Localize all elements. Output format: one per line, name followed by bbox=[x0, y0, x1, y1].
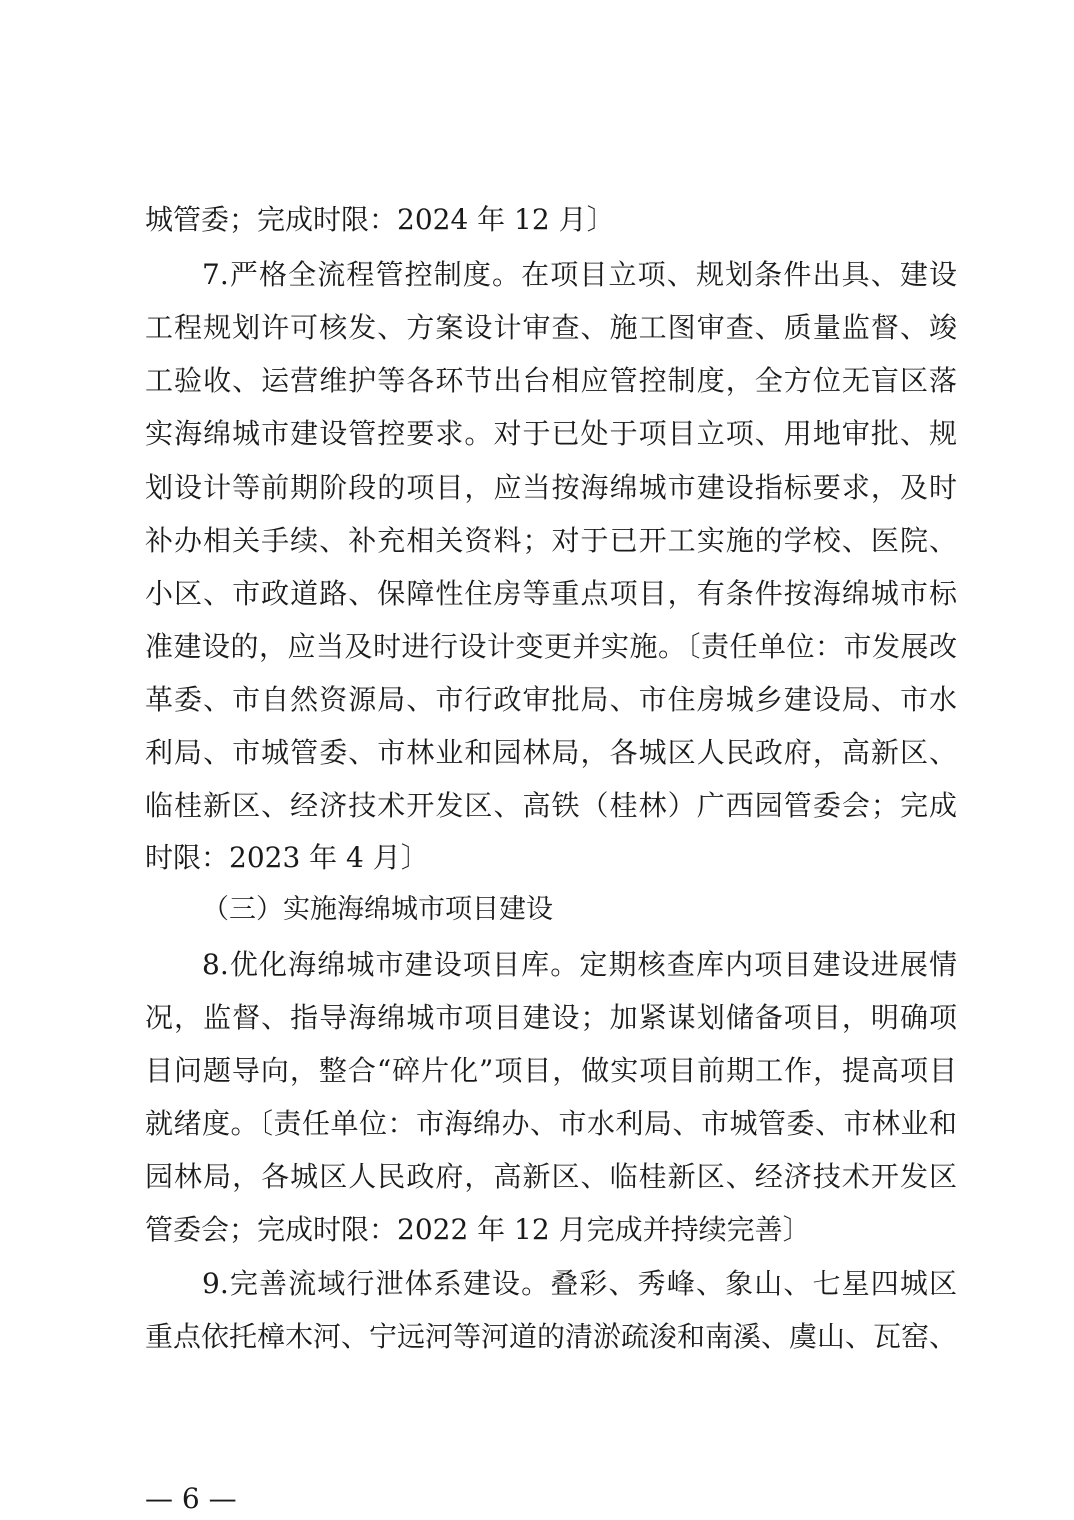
text-line: 划设计等前期阶段的项目，应当按海绵城市建设指标要求，及时 bbox=[145, 471, 957, 504]
text-line: 重点依托樟木河、宁远河等河道的清淤疏浚和南溪、虞山、瓦窑、 bbox=[145, 1320, 958, 1353]
text-line: 工程规划许可核发、方案设计审查、施工图审查、质量监督、竣 bbox=[145, 311, 957, 344]
text-line: 实海绵城市建设管控要求。对于已处于项目立项、用地审批、规 bbox=[145, 417, 957, 450]
text-line: 9.完善流域行泄体系建设。叠彩、秀峰、象山、七星四城区 bbox=[202, 1267, 957, 1300]
page-number: — 6 — bbox=[145, 1482, 237, 1515]
text-line: 管委会；完成时限：2022 年 12 月完成并持续完善〕 bbox=[145, 1213, 811, 1246]
section-heading: （三）实施海绵城市项目建设 bbox=[202, 894, 553, 925]
text-line: 工验收、运营维护等各环节出台相应管控制度，全方位无盲区落 bbox=[145, 364, 957, 397]
text-line: 准建设的，应当及时进行设计变更并实施。〔责任单位：市发展改 bbox=[145, 630, 957, 663]
text-line: 城管委；完成时限：2024 年 12 月〕 bbox=[145, 203, 615, 236]
text-line: 补办相关手续、补充相关资料；对于已开工实施的学校、医院、 bbox=[145, 524, 957, 557]
text-line: 目问题导向，整合“碎片化”项目，做实项目前期工作，提高项目 bbox=[145, 1054, 957, 1087]
text-line: 利局、市城管委、市林业和园林局，各城区人民政府，高新区、 bbox=[145, 736, 957, 769]
text-line: 况，监督、指导海绵城市项目建设；加紧谋划储备项目，明确项 bbox=[145, 1001, 957, 1034]
text-line: 园林局，各城区人民政府，高新区、临桂新区、经济技术开发区 bbox=[145, 1160, 957, 1193]
text-line: 时限：2023 年 4 月〕 bbox=[145, 841, 429, 874]
text-line: 临桂新区、经济技术开发区、高铁（桂林）广西园管委会；完成 bbox=[145, 789, 957, 822]
text-line: 就绪度。〔责任单位：市海绵办、市水利局、市城管委、市林业和 bbox=[145, 1107, 957, 1140]
text-line: 革委、市自然资源局、市行政审批局、市住房城乡建设局、市水 bbox=[145, 683, 957, 716]
text-line: 8.优化海绵城市建设项目库。定期核查库内项目建设进展情 bbox=[202, 948, 957, 981]
text-line: 小区、市政道路、保障性住房等重点项目，有条件按海绵城市标 bbox=[145, 577, 957, 610]
text-line: 7.严格全流程管控制度。在项目立项、规划条件出具、建设 bbox=[202, 258, 957, 291]
